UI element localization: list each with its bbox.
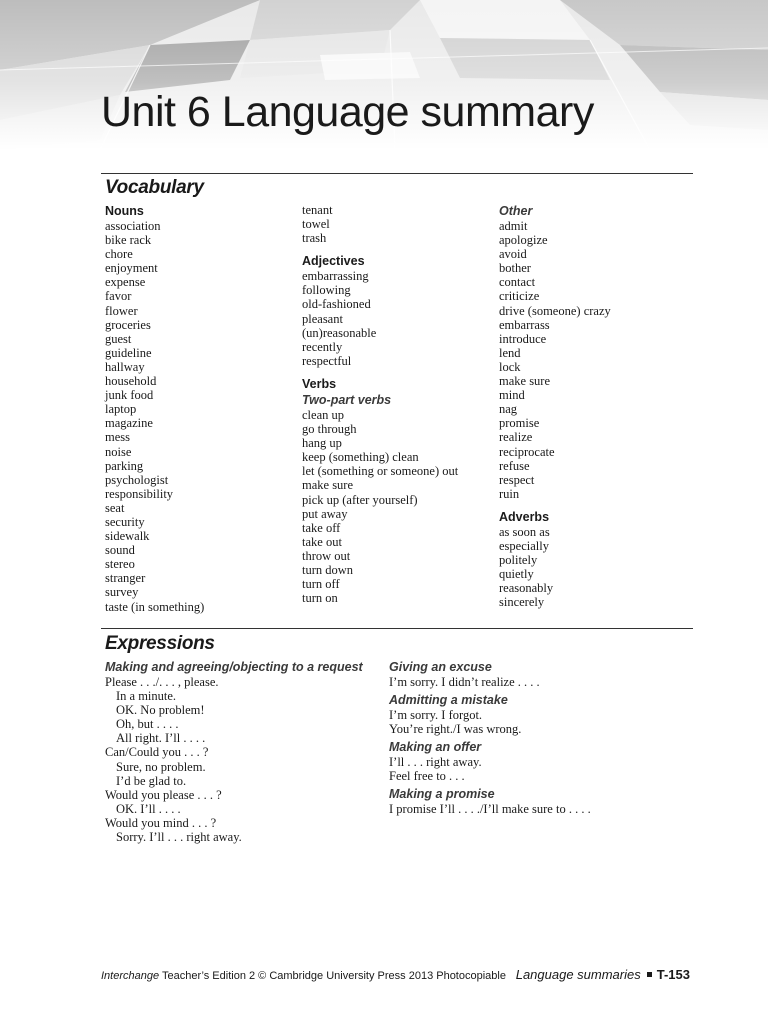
expression-line: Oh, but . . . . <box>116 717 179 732</box>
list-item: turn on <box>302 591 338 606</box>
list-item: reciprocate <box>499 444 555 459</box>
expressions-heading: Expressions <box>105 633 215 654</box>
expression-line: I’m sorry. I forgot. <box>389 708 483 723</box>
list-item: (un)reasonable <box>302 325 377 340</box>
vocabulary-rule <box>101 173 693 174</box>
expression-line: In a minute. <box>116 689 177 704</box>
list-item: flower <box>105 303 138 318</box>
vocab-column-3 <box>499 203 611 609</box>
list-item: respectful <box>302 353 352 368</box>
list-item: embarrassing <box>302 269 369 284</box>
list-item: turn off <box>302 577 340 592</box>
list-item: refuse <box>499 458 530 473</box>
footer-credit <box>101 970 506 982</box>
footer-page-info <box>516 967 690 982</box>
list-item: promise <box>499 416 540 431</box>
list-item: sincerely <box>499 595 545 610</box>
list-item: introduce <box>499 331 547 346</box>
promise-heading: Making a promise <box>389 787 495 802</box>
list-item: association <box>105 219 161 233</box>
list-item: sound <box>105 543 135 558</box>
list-item: contact <box>499 275 536 290</box>
list-item: pick up (after yourself) <box>302 492 418 507</box>
adjectives-heading: Adjectives <box>302 254 365 269</box>
list-item: nag <box>499 402 518 417</box>
list-item: pleasant <box>302 311 343 326</box>
list-item: parking <box>105 458 144 473</box>
vocab-column-2 <box>302 203 458 605</box>
list-item: stranger <box>105 571 146 586</box>
list-item: keep (something) clean <box>302 450 419 465</box>
expression-line: OK. I’ll . . . . <box>116 801 181 816</box>
expression-line: Sure, no problem. <box>116 759 206 774</box>
list-item: politely <box>499 553 538 568</box>
expression-line: Can/Could you . . . ? <box>105 745 209 760</box>
list-item: put away <box>302 506 348 521</box>
list-item: mind <box>499 388 525 403</box>
expression-line: I promise I’ll . . . ./I’ll make sure to . . . . <box>389 802 591 817</box>
list-item: hang up <box>302 436 342 451</box>
expressions-column-2 <box>389 659 591 817</box>
footer-section: Language summaries <box>515 967 641 982</box>
list-item: respect <box>499 472 535 487</box>
verbs-list <box>302 408 458 605</box>
expression-line: Please . . ./. . . , please. <box>105 675 219 689</box>
list-item: junk food <box>105 388 154 403</box>
list-item: as soon as <box>499 524 550 539</box>
expression-line: I’ll . . . right away. <box>389 755 482 770</box>
list-item: taste (in something) <box>105 599 205 614</box>
offer-heading: Making an offer <box>389 740 482 755</box>
expression-line: OK. No problem! <box>116 703 205 718</box>
other-heading: Other <box>499 204 533 218</box>
list-item: groceries <box>105 317 151 332</box>
list-item: trash <box>302 231 327 246</box>
expression-line: I’d be glad to. <box>116 773 187 788</box>
list-item: lock <box>499 359 521 374</box>
vocabulary-heading: Vocabulary <box>105 177 204 198</box>
list-item: go through <box>302 422 357 437</box>
verbs-heading: Verbs <box>302 376 337 391</box>
list-item: tenant <box>302 203 333 217</box>
mistake-heading: Admitting a mistake <box>389 693 508 708</box>
list-item: security <box>105 514 145 529</box>
list-item: recently <box>302 339 343 354</box>
list-item: expense <box>105 275 146 290</box>
expression-line: All right. I’ll . . . . <box>116 731 206 746</box>
expression-line: You’re right./I was wrong. <box>389 722 522 737</box>
list-item: criticize <box>499 289 540 304</box>
list-item: guest <box>105 331 132 346</box>
list-item: survey <box>105 585 139 600</box>
list-item: especially <box>499 538 549 553</box>
expressions-rule <box>101 628 693 629</box>
list-item: mess <box>105 430 130 445</box>
list-item: reasonably <box>499 581 554 596</box>
list-item: turn down <box>302 562 354 577</box>
list-item: noise <box>105 444 132 459</box>
list-item: hallway <box>105 359 145 374</box>
list-item: sidewalk <box>105 529 150 544</box>
list-item: take out <box>302 534 342 549</box>
list-item: favor <box>105 289 132 304</box>
list-item: enjoyment <box>105 261 158 276</box>
list-item: stereo <box>105 557 135 572</box>
other-list <box>499 219 611 501</box>
list-item: chore <box>105 247 133 262</box>
list-item: guideline <box>105 345 152 360</box>
adverbs-heading: Adverbs <box>499 509 550 524</box>
list-item: let (something or someone) out <box>302 464 459 479</box>
nouns-list <box>105 219 204 614</box>
bullet-square-icon <box>647 972 652 977</box>
request-heading: Making and agreeing/objecting to a request <box>105 660 363 674</box>
expressions-column-1 <box>105 659 363 844</box>
list-item: apologize <box>499 233 548 248</box>
list-item: bike rack <box>105 233 152 248</box>
list-item: old-fashioned <box>302 297 371 312</box>
list-item: magazine <box>105 416 153 431</box>
nouns-heading: Nouns <box>105 204 144 218</box>
list-item: responsibility <box>105 486 174 501</box>
adjectives-list <box>302 269 458 368</box>
list-item: take off <box>302 520 341 535</box>
list-item: avoid <box>499 247 527 262</box>
vocab-column-1 <box>105 203 204 614</box>
list-item: following <box>302 283 351 298</box>
list-item: drive (someone) crazy <box>499 303 611 318</box>
footer-edition: Teacher’s Edition 2 © Cambridge University Press 2013 Photocopiable <box>159 970 506 982</box>
list-item: seat <box>105 500 125 515</box>
list-item: lend <box>499 345 521 360</box>
nouns-continued-list <box>302 203 458 245</box>
list-item: throw out <box>302 548 351 563</box>
list-item: towel <box>302 217 330 232</box>
list-item: household <box>105 374 157 389</box>
expression-line: I’m sorry. I didn’t realize . . . . <box>389 675 540 689</box>
expression-line: Sorry. I’ll . . . right away. <box>116 830 242 845</box>
list-item: laptop <box>105 402 137 417</box>
expression-line: Would you mind . . . ? <box>105 815 217 830</box>
list-item: realize <box>499 430 533 445</box>
list-item: make sure <box>302 478 354 493</box>
excuse-heading: Giving an excuse <box>389 660 492 674</box>
expression-line: Would you please . . . ? <box>105 787 222 802</box>
page-number: T-153 <box>656 967 690 982</box>
list-item: clean up <box>302 407 344 422</box>
list-item: embarrass <box>499 317 550 332</box>
list-item: admit <box>499 219 528 233</box>
page-title: Unit 6 Language summary <box>101 88 594 136</box>
list-item: make sure <box>499 374 551 389</box>
expression-line: Feel free to . . . <box>389 769 465 784</box>
list-item: quietly <box>499 567 534 582</box>
list-item: ruin <box>499 486 520 501</box>
footer-book-title: Interchange <box>101 970 160 982</box>
list-item: bother <box>499 261 531 276</box>
adverbs-list <box>499 525 611 610</box>
two-part-verbs-heading: Two-part verbs <box>302 392 392 407</box>
list-item: psychologist <box>105 472 169 487</box>
